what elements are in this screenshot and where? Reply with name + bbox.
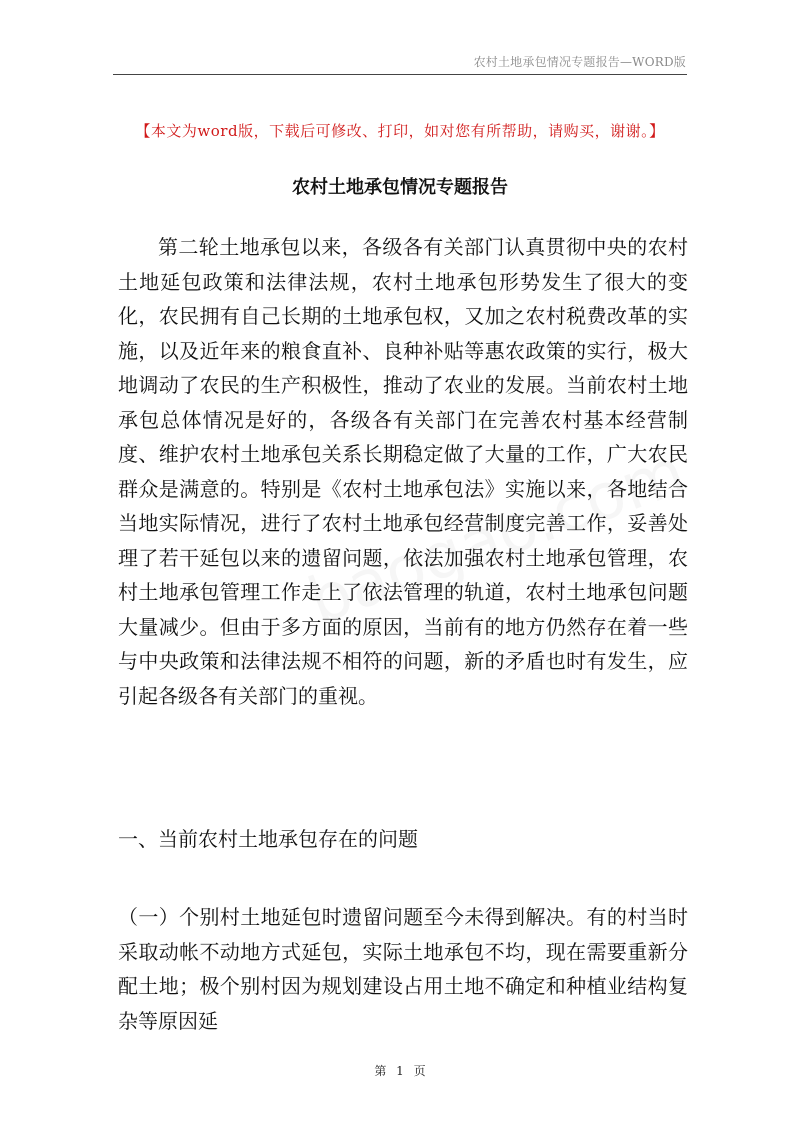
intro-paragraph: 第二轮土地承包以来，各级各有关部门认真贯彻中央的农村土地延包政策和法律法规，农村土地承包形势发生了很大的变化，农民拥有自己长期的土地承包权，又加之农村税费改革的实施，以及近年来的粮食直补、良种补贴等惠农政策的实行，极大地调动了农民的生产积极性，推动了农业的发展。当前农村土地承包总体情况是好的，各级各有关部门在完善农村基本经营制度、维护农村土地承包关系长期稳定做了大量的工作，广大农民群众是满意的。特别是《农村土地承包法》实施以来，各地结合当地实际情况，进行了农村土地承包经营制度完善工作，妥善处理了若干延包以来的遗留问题，依法加强农村土地承包管理，农村土地承包管理工作走上了依法管理的轨道，农村土地承包问题大量减少。但由于多方面的原因，当前有的地方仍然存在着一些与中央政策和法律法规不相符的问题，新的矛盾也时有发生，应引起各级各有关部门的重视。 — [118, 235, 688, 708]
page-suffix: 页 — [413, 1064, 426, 1078]
sub-paragraph: （一）个别村土地延包时遗留问题至今未得到解决。有的村当时采取动帐不动地方式延包，实际土地承包不均，现在需要重新分配土地；极个别村因为规划建设占用土地不确定和种植业结构复杂等原因延 — [118, 905, 688, 1033]
section-heading: 一、当前农村土地承包存在的问题 — [118, 827, 418, 851]
page-number: 1 — [396, 1064, 404, 1078]
running-header: 农村土地承包情况专题报告—WORD版 — [473, 55, 686, 69]
page-footer — [0, 1062, 800, 1079]
page-prefix: 第 — [374, 1064, 387, 1078]
header-divider — [113, 74, 687, 75]
purchase-notice: 【本文为word版，下载后可修改、打印，如对您有所帮助，请购买，谢谢。】 — [135, 122, 665, 140]
document-title: 农村土地承包情况专题报告 — [292, 177, 508, 198]
